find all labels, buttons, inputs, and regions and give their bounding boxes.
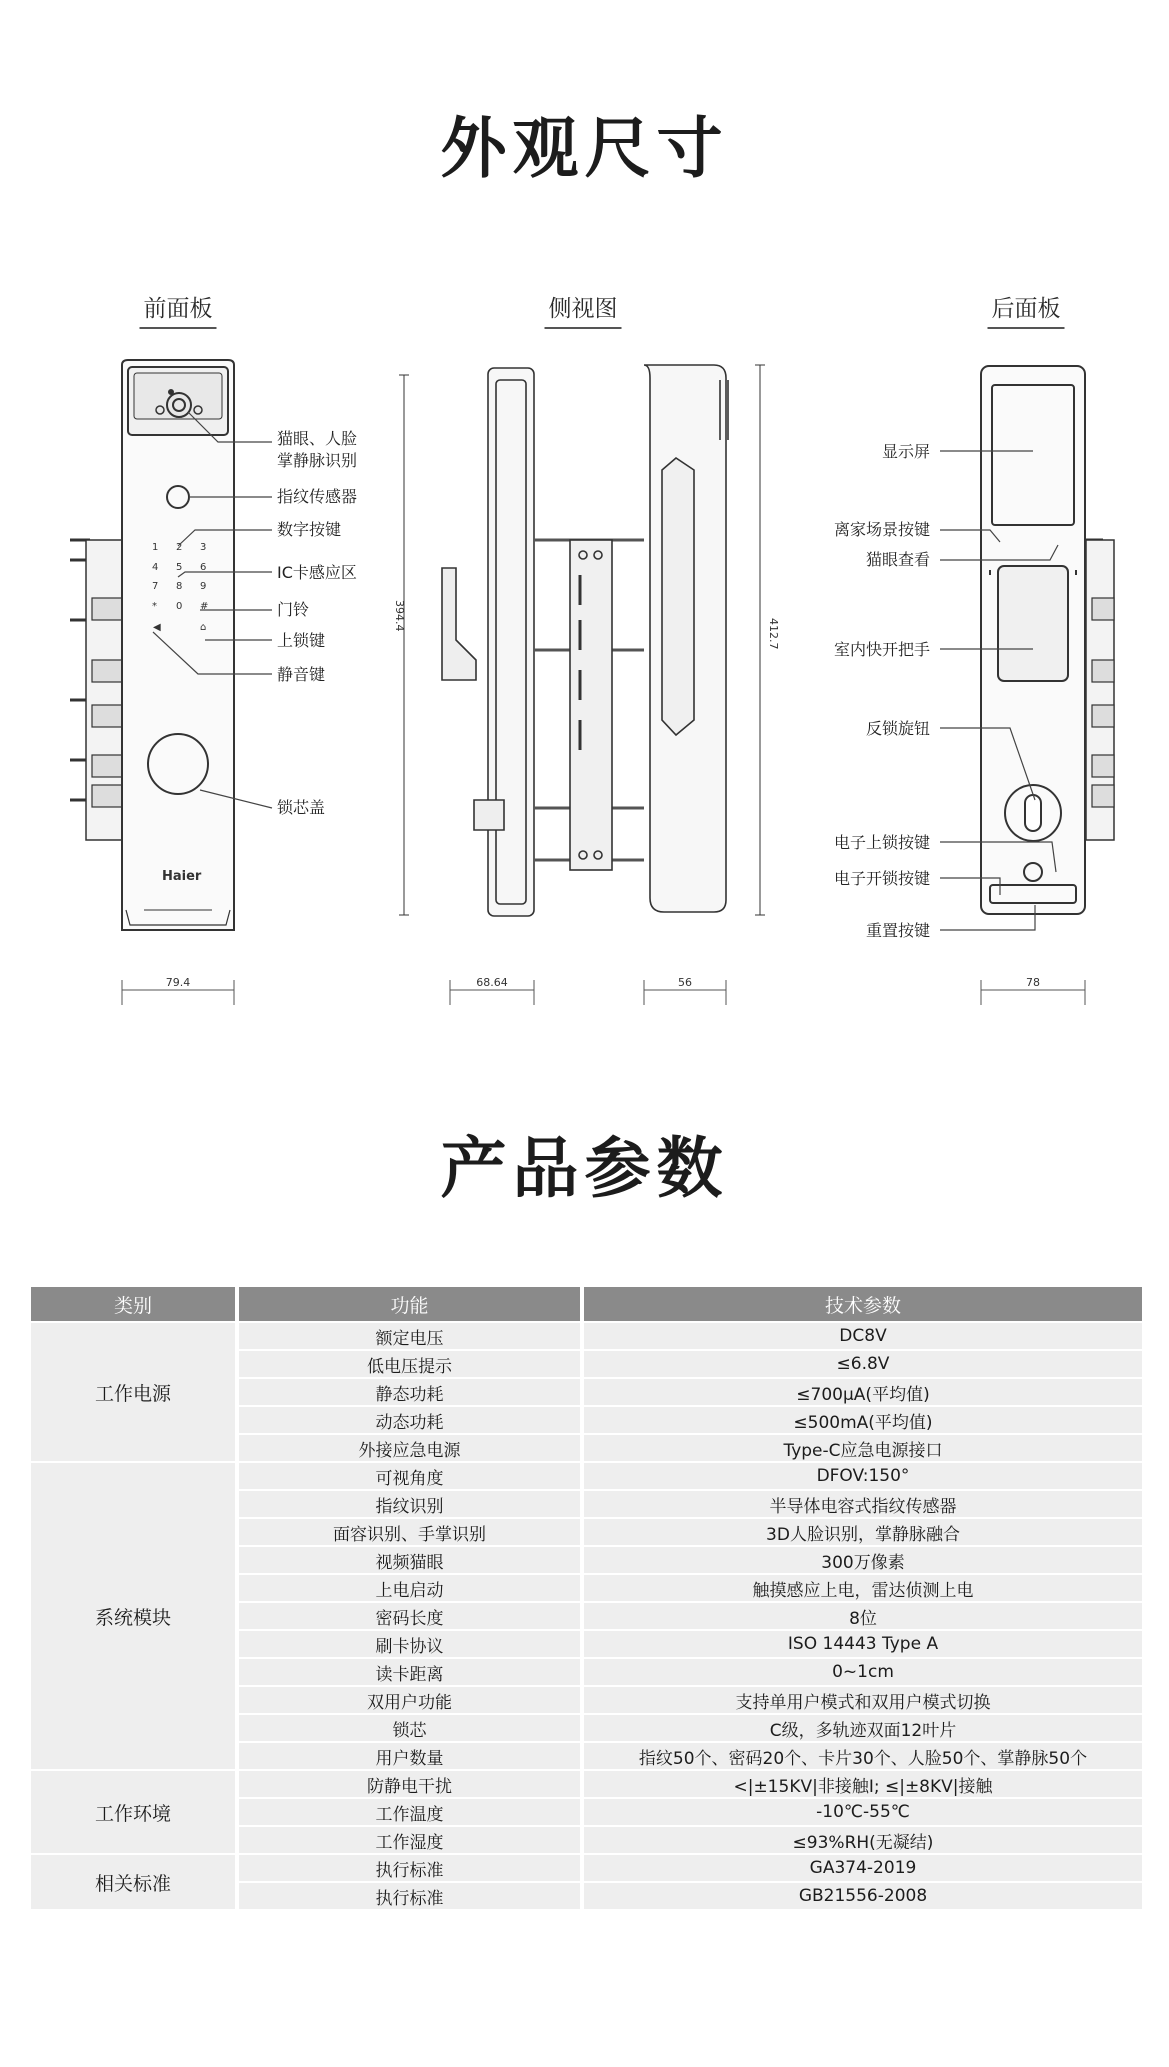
key-9: 9	[200, 581, 207, 592]
spec-cell: ISO 14443 Type A	[584, 1631, 1142, 1657]
function-cell: 执行标准	[239, 1855, 580, 1881]
spec-cell: 支持单用户模式和双用户模式切换	[584, 1687, 1142, 1713]
key-0: 0	[176, 601, 183, 612]
function-cell: 额定电压	[239, 1323, 580, 1349]
table-row	[31, 1771, 1142, 1797]
callout-deadbolt-knob: 反锁旋钮	[865, 719, 930, 738]
callout-ic-card: IC卡感应区	[277, 563, 357, 582]
spec-cell: DC8V	[584, 1323, 1142, 1349]
section-title-params: 产品参数	[440, 1130, 729, 1207]
spec-cell: 指纹50个、密码20个、卡片30个、人脸50个、掌静脉50个	[584, 1743, 1142, 1769]
front-callouts	[277, 429, 357, 817]
table-row	[31, 1463, 1142, 1489]
spec-cell: 3D人脸识别，掌静脉融合	[584, 1519, 1142, 1545]
key-1: 1	[152, 542, 159, 553]
callout-lock-key: 上锁键	[277, 631, 326, 650]
header-spec: 技术参数	[584, 1287, 1142, 1321]
spec-cell: -10℃-55℃	[584, 1799, 1142, 1825]
width-dimension-labels	[166, 976, 1040, 989]
brand-logo: Haier	[162, 869, 202, 884]
category-cell: 工作环境	[31, 1771, 235, 1853]
dim-height-2: 412.7	[767, 618, 780, 650]
function-cell: 密码长度	[239, 1603, 580, 1629]
dim-height-1: 394.4	[393, 600, 406, 632]
function-cell: 指纹识别	[239, 1491, 580, 1517]
spec-table	[27, 1285, 1146, 1911]
function-cell: 用户数量	[239, 1743, 580, 1769]
callout-indoor-handle: 室内快开把手	[833, 640, 930, 659]
spec-cell: 半导体电容式指纹传感器	[584, 1491, 1142, 1517]
function-cell: 读卡距离	[239, 1659, 580, 1685]
view-label-back: 后面板	[992, 290, 1061, 323]
section-title-appearance: 外观尺寸	[440, 110, 729, 187]
function-cell: 动态功耗	[239, 1407, 580, 1433]
front-panel	[70, 360, 234, 930]
spec-table-body	[31, 1323, 1142, 1909]
callout-reset: 重置按键	[865, 921, 930, 940]
callout-away-mode: 离家场景按键	[833, 520, 930, 539]
view-label-front: 前面板	[144, 290, 213, 323]
key-4: 4	[152, 562, 159, 573]
key-2: 2	[176, 542, 183, 553]
spec-cell: ≤500mA(平均值)	[584, 1407, 1142, 1433]
lock-icon: ⌂	[200, 622, 207, 633]
callout-electronic-lock: 电子上锁按键	[833, 833, 930, 852]
function-cell: 上电启动	[239, 1575, 580, 1601]
spec-table-header	[31, 1287, 1142, 1321]
dim-front-width: 79.4	[165, 976, 191, 989]
callout-cylinder-cover: 锁芯盖	[277, 798, 326, 817]
function-cell: 工作湿度	[239, 1827, 580, 1853]
spec-cell: 触摸感应上电，雷达侦测上电	[584, 1575, 1142, 1601]
callout-doorbell: 门铃	[277, 600, 310, 619]
key-star: *	[152, 601, 157, 612]
spec-cell: ≤6.8V	[584, 1351, 1142, 1377]
callout-palm-vein: 掌静脉识别	[277, 451, 358, 470]
callout-peephole-view: 猫眼查看	[865, 550, 930, 569]
callout-keypad: 数字按键	[277, 520, 342, 539]
category-cell: 相关标准	[31, 1855, 235, 1909]
back-callouts	[834, 442, 930, 940]
callout-peephole: 猫眼、人脸	[277, 429, 358, 448]
key-5: 5	[176, 562, 183, 573]
function-cell: 外接应急电源	[239, 1435, 580, 1461]
key-hash: #	[200, 601, 209, 612]
key-7: 7	[152, 581, 159, 592]
header-category: 类别	[31, 1287, 235, 1321]
key-8: 8	[176, 581, 183, 592]
spec-cell: 300万像素	[584, 1547, 1142, 1573]
callout-mute-key: 静音键	[277, 665, 326, 684]
spec-cell: 8位	[584, 1603, 1142, 1629]
view-label-side: 侧视图	[549, 290, 618, 323]
callout-electronic-unlock: 电子开锁按键	[833, 869, 930, 888]
callout-display: 显示屏	[881, 442, 930, 461]
side-view	[399, 365, 765, 916]
spec-cell: DFOV:150°	[584, 1463, 1142, 1489]
spec-cell: ≤93%RH(无凝结)	[584, 1827, 1142, 1853]
function-cell: 执行标准	[239, 1883, 580, 1909]
spec-cell: <|±15KV|非接触I; ≤|±8KV|接触	[584, 1771, 1142, 1797]
function-cell: 低电压提示	[239, 1351, 580, 1377]
product-drawing	[0, 0, 1169, 1030]
function-cell: 面容识别、手掌识别	[239, 1519, 580, 1545]
function-cell: 工作温度	[239, 1799, 580, 1825]
category-cell: 工作电源	[31, 1323, 235, 1461]
spec-cell: ≤700μA(平均值)	[584, 1379, 1142, 1405]
spec-cell: GA374-2019	[584, 1855, 1142, 1881]
function-cell: 刷卡协议	[239, 1631, 580, 1657]
spec-cell: 0~1cm	[584, 1659, 1142, 1685]
function-cell: 视频猫眼	[239, 1547, 580, 1573]
key-3: 3	[200, 542, 207, 553]
width-dimension-lines	[122, 980, 1085, 1005]
table-row	[31, 1323, 1142, 1349]
function-cell: 防静电干扰	[239, 1771, 580, 1797]
category-cell: 系统模块	[31, 1463, 235, 1769]
table-row	[31, 1855, 1142, 1881]
function-cell: 静态功耗	[239, 1379, 580, 1405]
spec-cell: C级，多轨迹双面12叶片	[584, 1715, 1142, 1741]
spec-cell: GB21556-2008	[584, 1883, 1142, 1909]
dim-back-width: 78	[1026, 976, 1040, 989]
function-cell: 锁芯	[239, 1715, 580, 1741]
dim-side-width-1: 68.64	[476, 976, 508, 989]
function-cell: 可视角度	[239, 1463, 580, 1489]
function-cell: 双用户功能	[239, 1687, 580, 1713]
back-panel	[981, 366, 1114, 914]
spec-cell: Type-C应急电源接口	[584, 1435, 1142, 1461]
key-6: 6	[200, 562, 207, 573]
dim-side-width-2: 56	[678, 976, 692, 989]
callout-fingerprint: 指纹传感器	[277, 487, 358, 506]
mute-icon: ◀	[153, 622, 161, 633]
header-function: 功能	[239, 1287, 580, 1321]
